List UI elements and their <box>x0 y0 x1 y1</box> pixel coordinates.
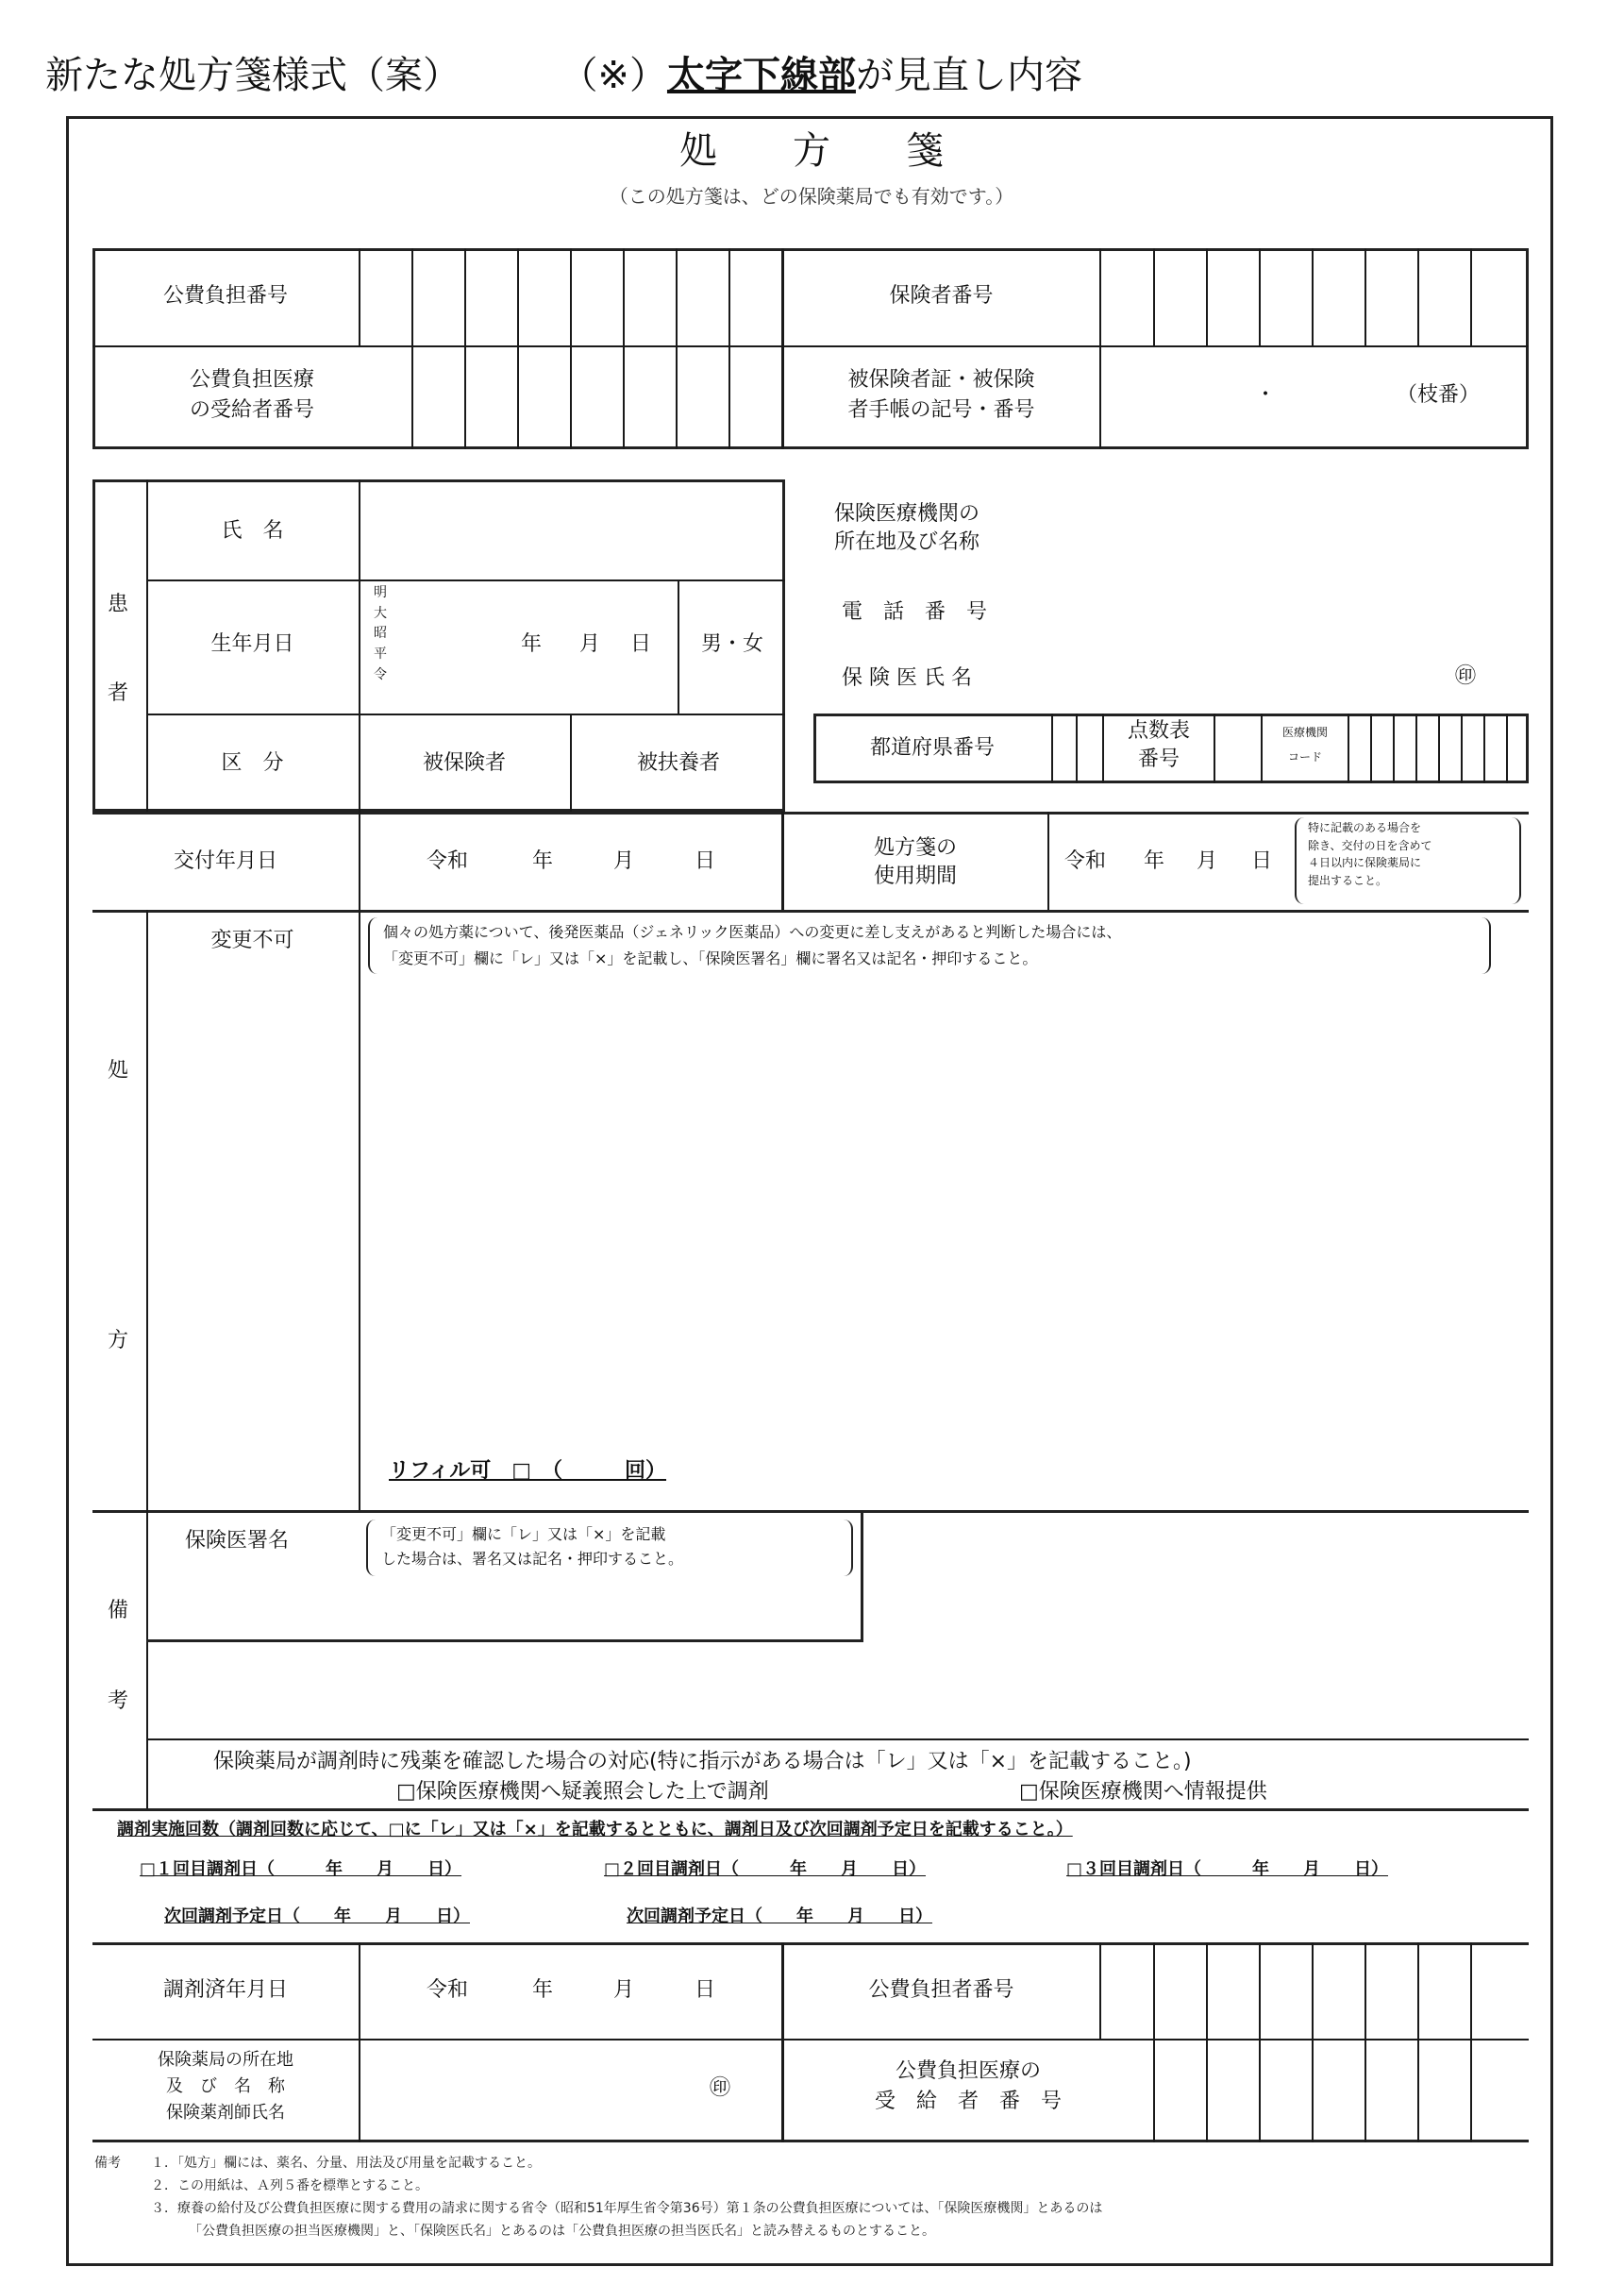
era-reiwa: 令 <box>374 666 387 682</box>
issue-month: 月 <box>613 849 635 873</box>
label-pharmacy-3: 保険薬剤師氏名 <box>166 2103 285 2123</box>
dob-day: 日 <box>630 632 652 656</box>
dispensing-count-title: 調剤実施回数（調剤回数に応じて、□に「レ」又は「×」を記載するとともに、調剤日及び次回調剤予定日を記載すること。） <box>117 1820 1073 1839</box>
header-note-open: （※） <box>560 54 667 97</box>
label-phone: 電 話 番 号 <box>842 600 988 624</box>
dispensing-next-2: 次回調剤予定日（ 年 月 日） <box>627 1906 932 1926</box>
footnote-label: 備考 <box>94 2156 121 2171</box>
dispensed-day: 日 <box>695 1978 716 2002</box>
dispensing-second: □２回目調剤日（ 年 月 日） <box>604 1859 927 1879</box>
label-dob: 生年月日 <box>210 632 294 656</box>
dispensed-era: 令和 <box>427 1978 469 2002</box>
label-score-1: 点数表 <box>1127 719 1190 743</box>
remarks-side-2: 考 <box>108 1689 129 1713</box>
label-patient-name: 氏 名 <box>221 519 284 543</box>
label-signature: 保険医署名 <box>185 1529 290 1553</box>
label-unchangeable: 変更不可 <box>210 929 294 952</box>
label-public-payer-no: 公費負担番号 <box>162 284 288 308</box>
header-note-emph: 太字下線部 <box>666 54 856 97</box>
residual-instruction: 保険薬局が調剤時に残薬を確認した場合の対応(特に指示がある場合は「レ」又は「×」を記載すること。) <box>213 1750 1192 1773</box>
unchangeable-note-1: 個々の処方薬について、後発医薬品（ジェネリック医薬品）への変更に差し支えがあると判断した場合には、 <box>383 923 1122 941</box>
label-institution-2: 所在地及び名称 <box>834 530 980 554</box>
label-card-symbol-1: 被保険者証・被保険 <box>847 368 1035 392</box>
footnote-1: １．「処方」欄には、薬名、分量、用法及び用量を記載すること。 <box>151 2156 541 2171</box>
unchangeable-note-2: 「変更不可」欄に「レ」又は「×」を記載し、「保険医署名」欄に署名又は記名・押印すること。 <box>383 949 1038 967</box>
option-insured: 被保険者 <box>422 751 506 775</box>
label-insurer-no: 保険者番号 <box>889 284 994 308</box>
prescription-block <box>92 910 1529 1510</box>
era-meiji: 明 <box>374 585 387 600</box>
label-bottom-recipient-1: 公費負担医療の <box>895 2059 1041 2083</box>
footnote-4: 「公費負担医療の担当医療機関」と、「保険医氏名」とあるのは「公費負担医療の担当医氏名」と読み替えるものとすること。 <box>189 2224 935 2239</box>
option-dependent: 被扶養者 <box>636 751 720 775</box>
prescription-side-1: 処 <box>108 1059 129 1083</box>
issue-year: 年 <box>532 849 554 873</box>
label-doctor-name: 保 険 医 氏 名 <box>842 666 972 690</box>
header-title: 新たな処方箋様式（案） <box>45 54 460 97</box>
label-category: 区 分 <box>221 751 284 775</box>
label-sex: 男・女 <box>700 632 763 656</box>
dispensed-year: 年 <box>532 1978 554 2002</box>
dispensed-month: 月 <box>613 1978 635 2002</box>
issue-era: 令和 <box>427 849 469 873</box>
label-card-symbol-2: 者手帳の記号・番号 <box>847 398 1035 422</box>
label-public-recipient-no-1: 公費負担医療 <box>189 368 314 392</box>
label-institution-1: 保険医療機関の <box>834 502 980 526</box>
label-dispensed-date: 調剤済年月日 <box>162 1978 288 2002</box>
era-heisei: 平 <box>374 647 387 663</box>
dob-year: 年 <box>521 632 543 656</box>
label-period-1: 処方箋の <box>873 836 957 860</box>
dob-month: 月 <box>579 632 601 656</box>
period-month: 月 <box>1197 849 1218 873</box>
period-day: 日 <box>1251 849 1273 873</box>
label-issue-date: 交付年月日 <box>173 849 277 873</box>
refill-label: リフィル可 □ （ 回） <box>389 1459 667 1483</box>
label-score-2: 番号 <box>1137 747 1180 771</box>
footnote-3: ３．療養の給付及び公費負担医療に関する費用の請求に関する省令（昭和51年厚生省令第36号）第１条の公費負担医療については、「保険医療機関」とあるのは <box>151 2201 1103 2216</box>
era-showa: 昭 <box>374 626 387 642</box>
label-period-2: 使用期間 <box>873 865 957 888</box>
signature-note-1: 「変更不可」欄に「レ」又は「×」を記載 <box>381 1525 666 1543</box>
footnote-2: ２．この用紙は、Ａ列５番を標準とすること。 <box>151 2178 428 2193</box>
issue-day: 日 <box>695 849 716 873</box>
patient-side-2: 者 <box>108 681 129 705</box>
label-code-2: コード <box>1287 750 1322 764</box>
label-branch: （枝番） <box>1397 383 1481 407</box>
label-bottom-recipient-2: 受 給 者 番 号 <box>874 2090 1062 2113</box>
period-era: 令和 <box>1064 849 1107 873</box>
residual-option-1: □保険医療機関へ疑義照会した上で調剤 <box>396 1780 769 1804</box>
label-public-recipient-no-2: の受給者番号 <box>189 398 314 422</box>
form-title: 処 方 箋 <box>679 129 944 173</box>
header-note-rest: が見直し内容 <box>855 54 1082 97</box>
remarks-side-1: 備 <box>108 1599 129 1622</box>
residual-option-2: □保険医療機関へ情報提供 <box>1019 1780 1267 1804</box>
era-list <box>374 583 387 685</box>
pharmacist-seal: ㊞ <box>710 2076 731 2100</box>
dispensing-next-1: 次回調剤予定日（ 年 月 日） <box>164 1906 470 1926</box>
label-code-1: 医療機関 <box>1281 726 1328 739</box>
prescription-side-2: 方 <box>108 1329 129 1352</box>
patient-side-1: 患 <box>108 593 129 616</box>
dispensing-third: □３回目調剤日（ 年 月 日） <box>1066 1859 1389 1879</box>
label-pref-no: 都道府県番号 <box>869 736 995 760</box>
dispensing-first: □１回目調剤日（ 年 月 日） <box>140 1859 462 1879</box>
card-dot: ・ <box>1255 383 1277 407</box>
period-year: 年 <box>1144 849 1165 873</box>
label-pharmacy-1: 保険薬局の所在地 <box>158 2050 293 2070</box>
doctor-seal: ㊞ <box>1455 664 1477 688</box>
era-taisho: 大 <box>374 605 387 621</box>
form-subtitle: （この処方箋は、どの保険薬局でも有効です。） <box>609 185 1014 208</box>
label-pharmacy-2: 及 び 名 称 <box>166 2076 285 2096</box>
label-bottom-public-payer: 公費負担者番号 <box>868 1978 1014 2002</box>
page-header <box>45 54 1082 97</box>
period-note: 特に記載のある場合を 除き、交付の日を含めて ４日以内に保険薬局に 提出すること。 <box>1308 821 1432 887</box>
signature-note-2: した場合は、署名又は記名・押印すること。 <box>381 1550 684 1568</box>
